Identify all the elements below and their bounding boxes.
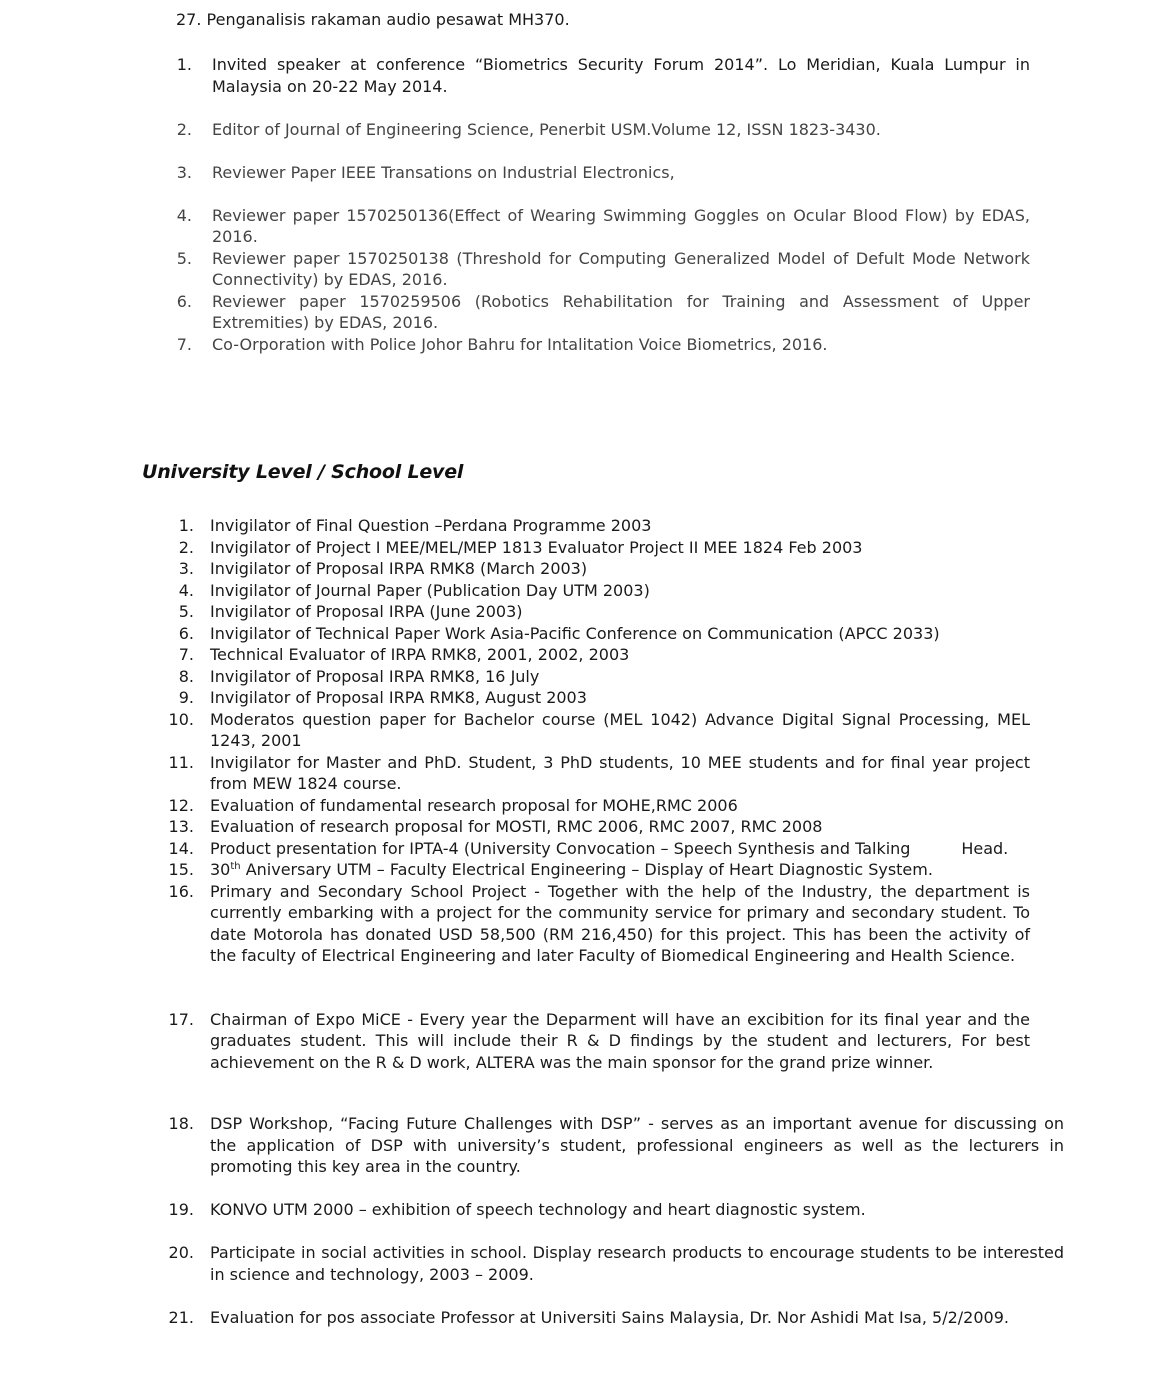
item-number: 21. (168, 1307, 194, 1327)
item-number: 6. (178, 623, 194, 643)
list-item (162, 666, 1030, 688)
list-item (162, 580, 1030, 602)
item-number: 4. (178, 580, 194, 600)
item-text: Invigilator of Proposal IRPA (June 2003) (210, 602, 523, 621)
list-item (162, 752, 1030, 795)
list-item (170, 334, 1030, 356)
external-activities-list (170, 54, 1030, 355)
item-text: Evaluation for pos associate Professor at Universiti Sains Malaysia, Dr. Nor Ashidi Mat Isa, 5/2/2009. (210, 1307, 1009, 1327)
item-text: Invigilator of Proposal IRPA RMK8, 16 July (210, 666, 540, 686)
list-item (162, 881, 1030, 967)
item-number: 2. (178, 537, 194, 557)
list-item (162, 859, 1030, 881)
item-text: Invigilator of Journal Paper (Publication Day UTM 2003) (210, 580, 650, 600)
item-text: Invigilator of Proposal IRPA RMK8, August 2003 (210, 688, 587, 707)
item-text: Participate in social activities in school. Display research products to encourage students to be interested in science and technology, 2003 – 2009. (210, 1243, 1064, 1284)
item-text: Moderatos question paper for Bachelor course (MEL 1042) Advance Digital Signal Processing, MEL 1243, 2001 (210, 709, 1030, 750)
item-number: 18. (168, 1114, 194, 1133)
section-heading: University Level / School Level (142, 461, 464, 483)
item-number: 17. (168, 1009, 194, 1029)
university-activities-list (162, 515, 1030, 1095)
list-item (162, 1242, 1064, 1285)
item-number: 5. (176, 248, 192, 268)
item-number: 19. (168, 1200, 194, 1219)
item-text-part: 30 (210, 860, 231, 879)
top-line-item: 27. Penganalisis rakaman audio pesawat MH370. (176, 10, 570, 29)
list-item (162, 1009, 1030, 1074)
item-number: 9. (178, 688, 194, 707)
item-number: 15. (168, 860, 194, 879)
item-text: Invigilator of Project I MEE/MEL/MEP 1813 Evaluator Project II MEE 1824 Feb 2003 (210, 537, 863, 557)
item-number: 3. (176, 162, 192, 182)
list-item (170, 291, 1030, 334)
list-item (170, 54, 1030, 97)
item-text: Evaluation of fundamental research proposal for MOHE,RMC 2006 (210, 795, 738, 815)
item-text: Editor of Journal of Engineering Science, Penerbit USM.Volume 12, ISSN 1823-3430. (212, 119, 881, 139)
list-item (170, 162, 1030, 184)
list-item (162, 709, 1030, 752)
item-number: 16. (168, 881, 194, 901)
item-text: Reviewer paper 1570259506 (Robotics Rehabilitation for Training and Assessment of Upper Extremities) by EDAS, 2016. (212, 291, 1030, 332)
list-item (162, 1199, 1064, 1221)
ordinal-suffix: th (230, 861, 241, 872)
university-activities-list-continued (162, 1113, 1064, 1328)
list-item (162, 623, 1030, 645)
list-item (162, 537, 1030, 559)
item-number: 8. (178, 666, 194, 686)
list-item (162, 816, 1030, 838)
item-number: 1. (178, 516, 194, 535)
list-item (162, 795, 1030, 817)
item-text: Chairman of Expo MiCE - Every year the Deparment will have an excibition for its final year and the graduates student. This will include their R & D findings by the student and lecturers, For best achievement on the R & D work, ALTERA was the main sponsor for the grand prize winner. (210, 1009, 1030, 1072)
item-text-part: Aniversary UTM – Faculty Electrical Engineering – Display of Heart Diagnostic System. (240, 860, 933, 879)
item-text: Invigilator of Technical Paper Work Asia-Pacific Conference on Communication (APCC 2033) (210, 623, 940, 643)
list-item (162, 1307, 1064, 1329)
list-item (170, 205, 1030, 248)
item-text: Co-Orporation with Police Johor Bahru for Intalitation Voice Biometrics, 2016. (212, 334, 828, 354)
item-text: Technical Evaluator of IRPA RMK8, 2001, 2002, 2003 (210, 645, 630, 664)
item-text (210, 859, 1030, 881)
item-text: Product presentation for IPTA-4 (University Convocation – Speech Synthesis and Talking Head. (210, 838, 1009, 858)
item-text: KONVO UTM 2000 – exhibition of speech technology and heart diagnostic system. (210, 1200, 866, 1219)
list-item (162, 838, 1030, 860)
list-item (162, 687, 1030, 709)
item-text: Invited speaker at conference “Biometrics Security Forum 2014”. Lo Meridian, Kuala Lumpur in Malaysia on 20-22 May 2014. (212, 55, 1030, 96)
list-item (170, 248, 1030, 291)
item-number: 5. (178, 602, 194, 621)
item-number: 3. (178, 559, 194, 578)
item-number: 10. (168, 709, 194, 729)
list-item (162, 1113, 1064, 1178)
item-number: 14. (168, 838, 194, 858)
item-number: 11. (168, 752, 194, 772)
item-text: Reviewer paper 1570250136(Effect of Wearing Swimming Goggles on Ocular Blood Flow) by EDAS, 2016. (212, 205, 1030, 246)
list-item (170, 119, 1030, 141)
list-item (162, 515, 1030, 537)
item-text: Invigilator of Proposal IRPA RMK8 (March 2003) (210, 559, 588, 578)
item-number: 1. (176, 55, 192, 74)
item-number: 7. (178, 645, 194, 664)
item-text: Evaluation of research proposal for MOSTI, RMC 2006, RMC 2007, RMC 2008 (210, 817, 823, 836)
item-number: 6. (176, 291, 192, 311)
item-text: DSP Workshop, “Facing Future Challenges with DSP” - serves as an important avenue for discussing on the application of DSP with university’s student, professional engineers as well as the lecturers in promoting this key area in the country. (210, 1114, 1064, 1176)
list-item (162, 601, 1030, 623)
item-text: Primary and Secondary School Project - Together with the help of the Industry, the department is currently embarking with a project for the community service for primary and secondary student. To date Motorola has donated USD 58,500 (RM 216,450) for this project. This has been the activity of the faculty of Electrical Engineering and later Faculty of Biomedical Engineering and Health Science. (210, 881, 1030, 965)
item-number: 4. (176, 205, 192, 225)
item-text: Invigilator for Master and PhD. Student, 3 PhD students, 10 MEE students and for final year project from MEW 1824 course. (210, 752, 1030, 793)
item-number: 20. (168, 1243, 194, 1262)
list-item (162, 558, 1030, 580)
item-number: 7. (176, 334, 192, 354)
item-number: 12. (168, 795, 194, 815)
list-item (162, 644, 1030, 666)
item-text: Reviewer paper 1570250138 (Threshold for Computing Generalized Model of Defult Mode Network Connectivity) by EDAS, 2016. (212, 248, 1030, 289)
item-number: 2. (176, 119, 192, 139)
item-text: Invigilator of Final Question –Perdana Programme 2003 (210, 516, 652, 535)
item-text: Reviewer Paper IEEE Transations on Industrial Electronics, (212, 162, 675, 182)
item-number: 13. (168, 817, 194, 836)
